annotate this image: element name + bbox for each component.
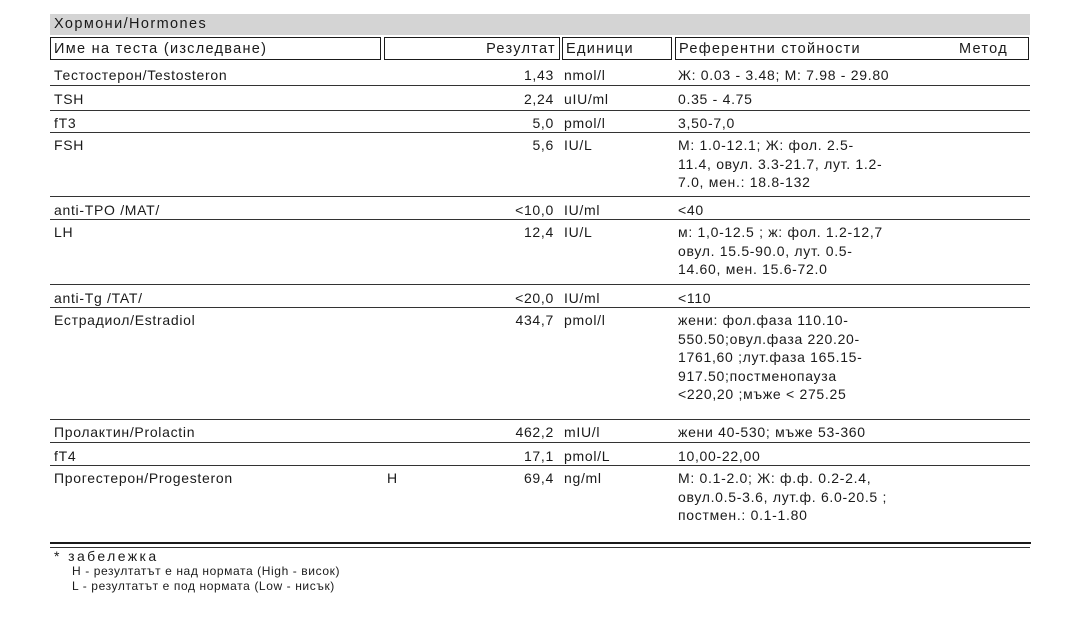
header-reference-label: Референтни стойности: [679, 41, 861, 57]
reference-range: М: 1.0-12.1; Ж: фол. 2.5- 11.4, овул. 3.3-21.7, лут. 1.2- 7.0, мен.: 18.8-132: [678, 137, 883, 190]
reference-range: <40: [678, 202, 704, 218]
table-row: [50, 220, 1030, 285]
result-unit: IU/L: [564, 137, 593, 153]
table-row: [50, 466, 1030, 548]
result-flag: H: [387, 470, 398, 486]
test-name: Пролактин/Prolactin: [54, 424, 196, 440]
result-unit: pmol/l: [564, 312, 606, 328]
result-unit: nmol/l: [564, 67, 606, 83]
result-value: 462,2: [515, 424, 554, 440]
test-name: LH: [54, 224, 74, 240]
note-high: H - резултатът е над нормата (High - висок): [72, 564, 341, 578]
result-unit: pmol/L: [564, 448, 611, 464]
reference-range: 3,50-7,0: [678, 115, 735, 131]
table-row: [50, 285, 1030, 308]
result-value: 2,24: [523, 91, 554, 107]
test-name: Прогестерон/Progesteron: [54, 470, 233, 486]
table-row: [50, 111, 1030, 133]
header-reference: [675, 37, 1029, 60]
result-value: 434,7: [515, 312, 554, 328]
reference-range: <110: [678, 290, 712, 306]
result-value: <10,0: [515, 202, 554, 218]
header-test-name: Име на теста (изследване): [50, 37, 381, 60]
test-name: FSH: [54, 137, 85, 153]
reference-range: жени 40-530; мъже 53-360: [678, 424, 866, 440]
result-unit: uIU/ml: [564, 91, 609, 107]
hormones-report: [50, 14, 1030, 548]
result-unit: IU/ml: [564, 290, 601, 306]
result-unit: IU/L: [564, 224, 593, 240]
test-name: anti-TPO /MAT/: [54, 202, 160, 218]
result-unit: IU/ml: [564, 202, 601, 218]
test-name: Естрадиол/Estradiol: [54, 312, 196, 328]
table-row: [50, 133, 1030, 197]
result-value: 69,4: [523, 470, 554, 486]
table-header: [50, 37, 1030, 62]
test-name: TSH: [54, 91, 85, 107]
table-row: [50, 443, 1030, 466]
table-row: [50, 420, 1030, 443]
result-value: 12,4: [523, 224, 554, 240]
header-result: Резултат: [384, 37, 560, 60]
test-name: fT4: [54, 448, 77, 464]
test-name: fT3: [54, 115, 77, 131]
reference-range: м: 1,0-12.5 ; ж: фол. 1.2-12,7 овул. 15.5-90.0, лут. 0.5- 14.60, мен. 15.6-72.0: [678, 224, 883, 277]
notes-section: [50, 542, 1031, 594]
reference-range: жени: фол.фаза 110.10- 550.50;овул.фаза 220.20- 1761,60 ;лут.фаза 165.15- 917.50;постменопауза <220,20 ;мъже < 275.25: [678, 312, 863, 402]
test-name: anti-Tg /TAT/: [54, 290, 143, 306]
reference-range: 10,00-22,00: [678, 448, 761, 464]
table-row: [50, 308, 1030, 420]
result-value: 5,6: [532, 137, 554, 153]
test-name: Тестостерон/Testosteron: [54, 67, 228, 83]
result-unit: ng/ml: [564, 470, 602, 486]
header-unit: Единици: [562, 37, 672, 60]
result-value: <20,0: [515, 290, 554, 306]
note-low: L - резултатът е под нормата (Low - нисък): [72, 579, 335, 593]
result-unit: pmol/l: [564, 115, 606, 131]
result-value: 1,43: [523, 67, 554, 83]
header-method: Метод: [958, 41, 1008, 57]
reference-range: М: 0.1-2.0; Ж: ф.ф. 0.2-2.4, овул.0.5-3.6, лут.ф. 6.0-20.5 ; постмен.: 0.1-1.80: [678, 470, 888, 523]
reference-range: Ж: 0.03 - 3.48; М: 7.98 - 29.80: [678, 67, 890, 83]
results-table: [50, 62, 1030, 548]
notes-title: * забележка: [54, 548, 159, 564]
table-row: [50, 86, 1030, 111]
result-value: 5,0: [532, 115, 554, 131]
result-unit: mIU/l: [564, 424, 601, 440]
table-row: [50, 197, 1030, 220]
section-title: Хормони/Hormones: [50, 14, 1030, 35]
result-value: 17,1: [523, 448, 554, 464]
reference-range: 0.35 - 4.75: [678, 91, 753, 107]
table-row: [50, 62, 1030, 86]
